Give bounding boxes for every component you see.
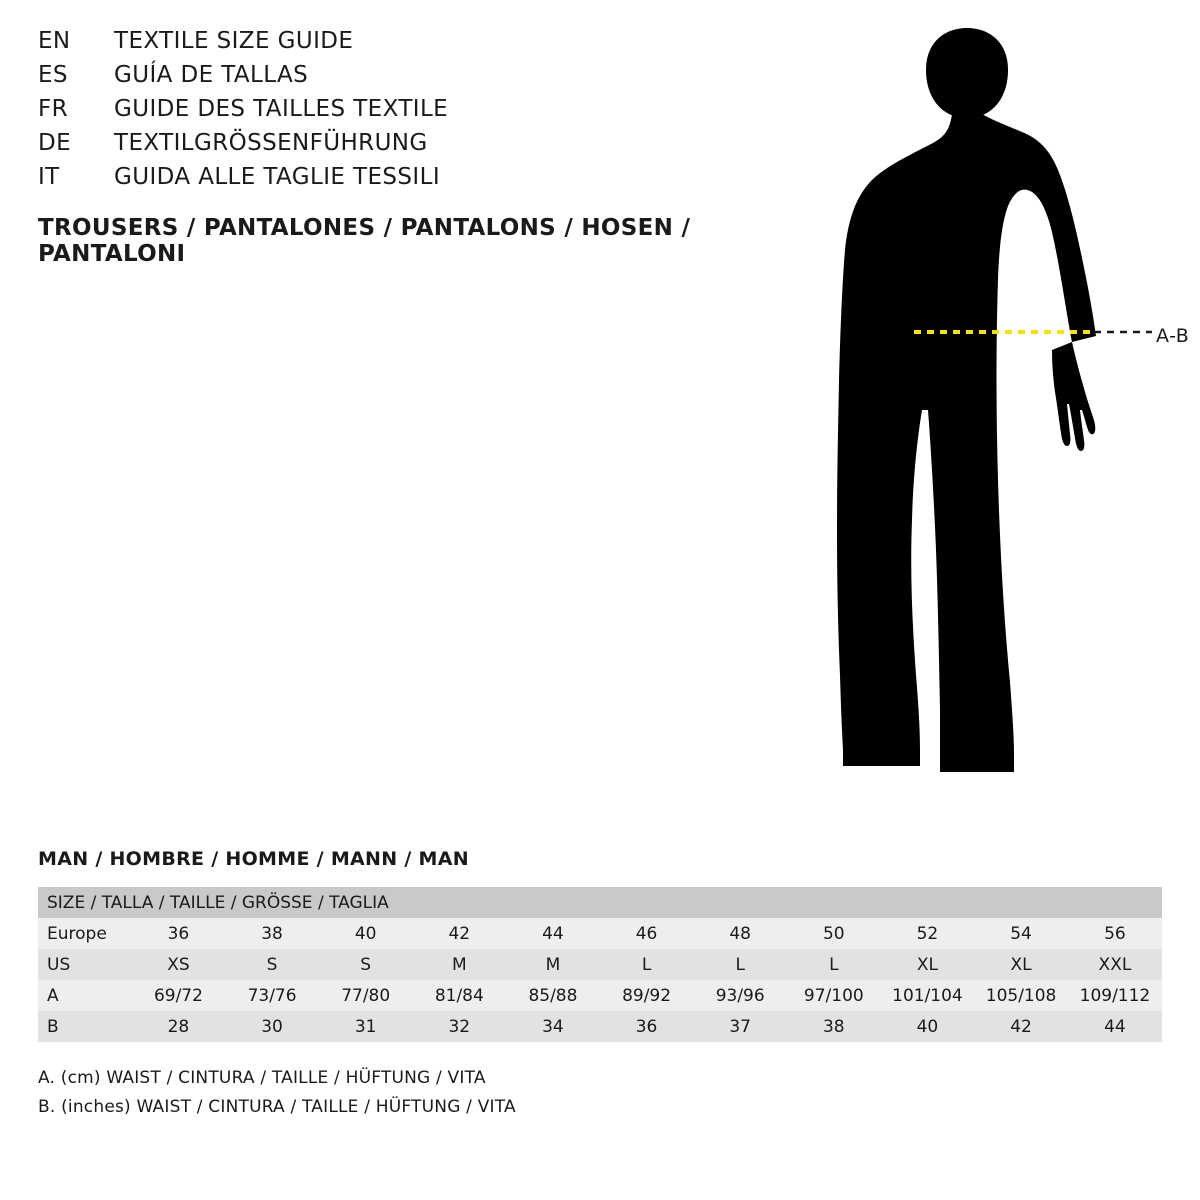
cell: 85/88 xyxy=(506,980,600,1011)
cell: 89/92 xyxy=(600,980,694,1011)
cell: L xyxy=(600,949,694,980)
cell: 31 xyxy=(319,1011,413,1042)
cell: 46 xyxy=(600,918,694,949)
cell: 38 xyxy=(787,1011,881,1042)
cell: M xyxy=(506,949,600,980)
cell: 44 xyxy=(1068,1011,1162,1042)
row-label: A xyxy=(38,980,132,1011)
cell: S xyxy=(225,949,319,980)
cell: L xyxy=(787,949,881,980)
measure-label-ab: A-B xyxy=(1156,325,1190,347)
man-silhouette-icon xyxy=(800,10,1200,800)
cell: 77/80 xyxy=(319,980,413,1011)
cell: 97/100 xyxy=(787,980,881,1011)
cell: 101/104 xyxy=(881,980,975,1011)
language-title: GUIDA ALLE TAGLIE TESSILI xyxy=(114,164,441,190)
language-code: ES xyxy=(38,62,68,88)
language-title: TEXTILE SIZE GUIDE xyxy=(114,28,354,54)
cell: 37 xyxy=(693,1011,787,1042)
cell: 73/76 xyxy=(225,980,319,1011)
cell: 38 xyxy=(225,918,319,949)
cell: 44 xyxy=(506,918,600,949)
row-label: US xyxy=(38,949,132,980)
table-row xyxy=(38,980,1162,1011)
cell: 30 xyxy=(225,1011,319,1042)
cell: 93/96 xyxy=(693,980,787,1011)
cell: 42 xyxy=(974,1011,1068,1042)
language-header xyxy=(38,28,838,267)
language-row-fr xyxy=(38,96,838,130)
figure-area xyxy=(800,10,1200,800)
cell: 36 xyxy=(132,918,226,949)
language-code: FR xyxy=(38,96,69,122)
language-title: TEXTILGRÖSSENFÜHRUNG xyxy=(114,130,428,156)
table-row xyxy=(38,918,1162,949)
cell: 69/72 xyxy=(132,980,226,1011)
cell: 50 xyxy=(787,918,881,949)
cell: 32 xyxy=(413,1011,507,1042)
cell: M xyxy=(413,949,507,980)
cell: 40 xyxy=(881,1011,975,1042)
row-label: Europe xyxy=(38,918,132,949)
cell: 48 xyxy=(693,918,787,949)
language-code: EN xyxy=(38,28,71,54)
footnote-a: A. (cm) WAIST / CINTURA / TAILLE / HÜFTUNG / VITA xyxy=(38,1068,486,1088)
cell: XL xyxy=(974,949,1068,980)
language-row-it xyxy=(38,164,838,198)
cell: 109/112 xyxy=(1068,980,1162,1011)
row-label: B xyxy=(38,1011,132,1042)
cell: XS xyxy=(132,949,226,980)
size-table xyxy=(38,887,1162,1042)
cell: XL xyxy=(881,949,975,980)
table-row xyxy=(38,949,1162,980)
table-header-label: SIZE / TALLA / TAILLE / GRÖSSE / TAGLIA xyxy=(38,887,1162,918)
language-row-es xyxy=(38,62,838,96)
footnotes xyxy=(38,1064,1162,1122)
language-title: GUIDE DES TAILLES TEXTILE xyxy=(114,96,449,122)
language-title: GUÍA DE TALLAS xyxy=(114,62,309,88)
cell: 52 xyxy=(881,918,975,949)
cell: XXL xyxy=(1068,949,1162,980)
size-table-section xyxy=(38,848,1162,1122)
language-row-en xyxy=(38,28,838,62)
footnote-b: B. (inches) WAIST / CINTURA / TAILLE / HÜFTUNG / VITA xyxy=(38,1097,516,1117)
language-code: IT xyxy=(38,164,60,190)
language-row-de xyxy=(38,130,838,164)
cell: 42 xyxy=(413,918,507,949)
cell: 56 xyxy=(1068,918,1162,949)
cell: 81/84 xyxy=(413,980,507,1011)
cell: 36 xyxy=(600,1011,694,1042)
table-caption: MAN / HOMBRE / HOMME / MANN / MAN xyxy=(38,848,469,870)
cell: 28 xyxy=(132,1011,226,1042)
cell: 54 xyxy=(974,918,1068,949)
cell: 40 xyxy=(319,918,413,949)
table-row xyxy=(38,1011,1162,1042)
cell: 34 xyxy=(506,1011,600,1042)
language-code: DE xyxy=(38,130,72,156)
cell: 105/108 xyxy=(974,980,1068,1011)
cell: S xyxy=(319,949,413,980)
cell: L xyxy=(693,949,787,980)
garment-type-title: TROUSERS / PANTALONES / PANTALONS / HOSEN / PANTALONI xyxy=(38,215,691,267)
table-header-row xyxy=(38,887,1162,918)
